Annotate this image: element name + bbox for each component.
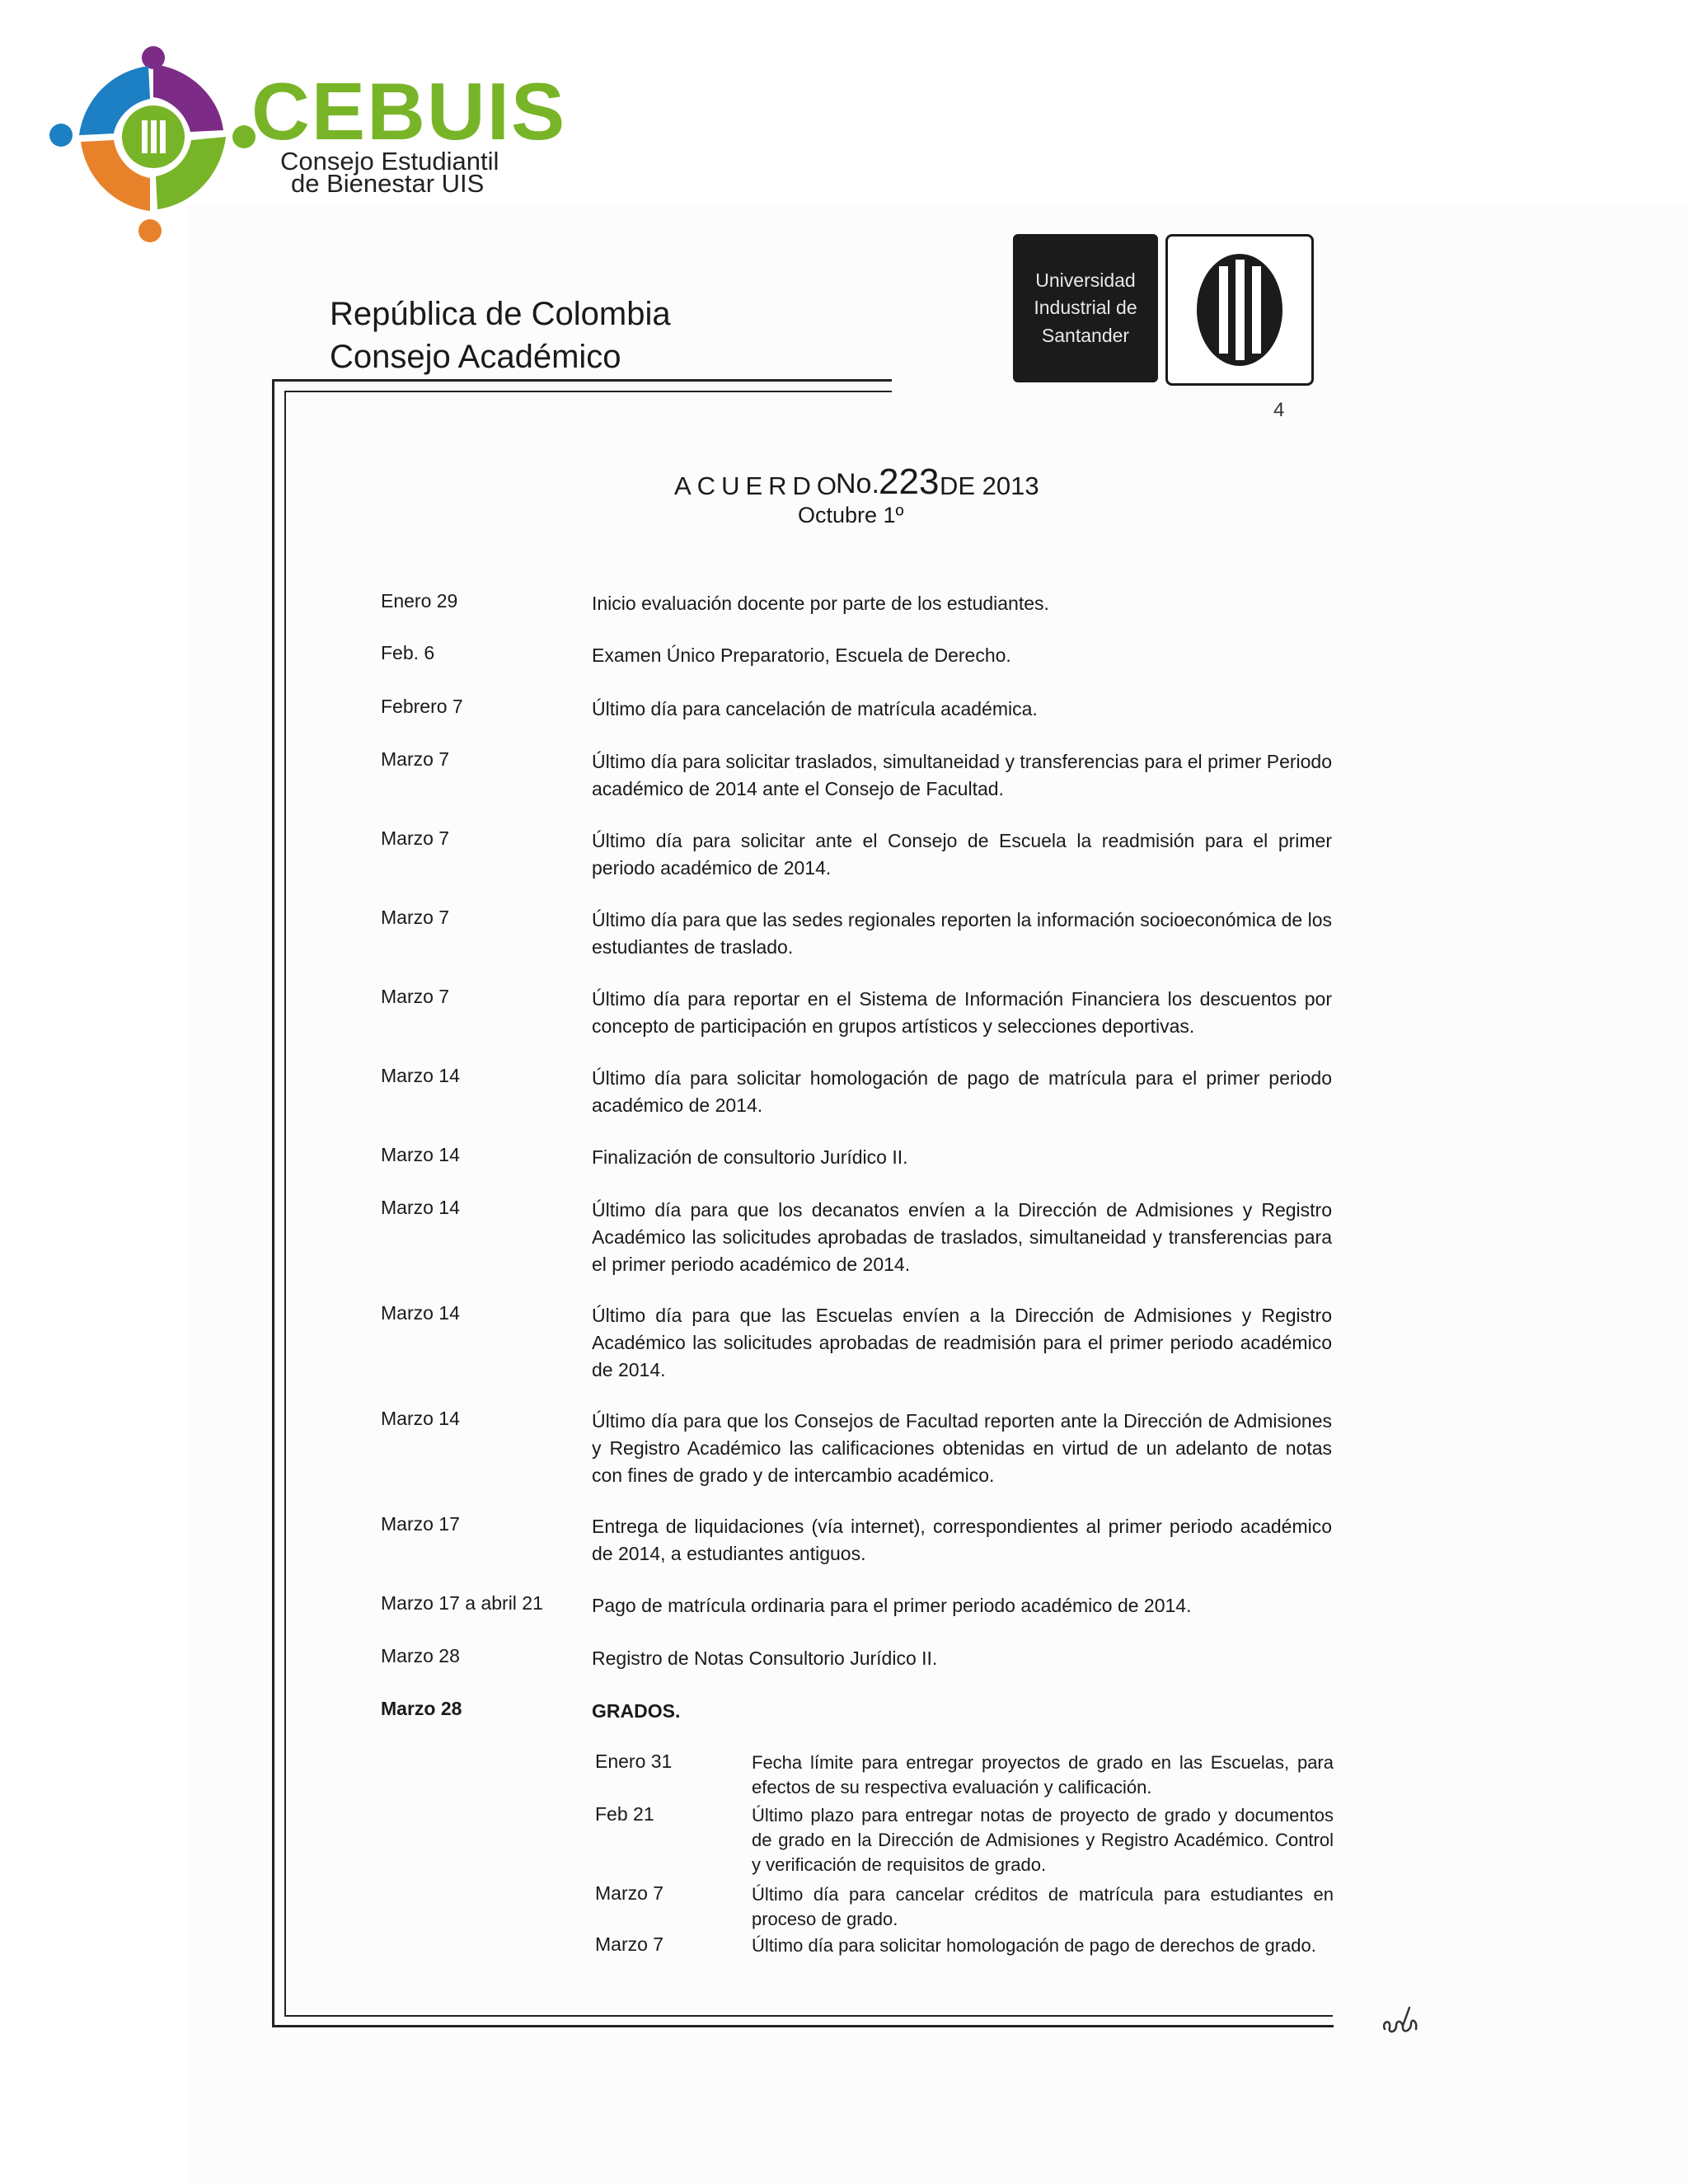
grados-date: Enero 31 <box>595 1750 673 1772</box>
grados-text: Fecha límite para entregar proyectos de grado en las Escuelas, para efectos de su respectiva evaluación y calificación. <box>752 1752 1334 1797</box>
page-number: 4 <box>1273 399 1285 421</box>
title-number: 223 <box>879 462 940 502</box>
logo-subtitle-line1: Consejo Estudiantil <box>280 147 499 176</box>
entry-date: Marzo 7 <box>381 986 450 1007</box>
entry-text: Inicio evaluación docente por parte de los estudiantes. <box>592 593 1049 614</box>
cebuis-logo-icon <box>46 40 260 246</box>
entry-text: Último día para solicitar homologación de pago de matrícula para el primer periodo académico de 2014. <box>592 1067 1332 1116</box>
entry-text: Último día para reportar en el Sistema de Información Financiera los descuentos por concepto de participación en grupos artísticos y selecciones deportivas. <box>592 988 1332 1037</box>
grados-text: Último día para cancelar créditos de matrícula para estudiantes en proceso de grado. <box>752 1884 1334 1929</box>
header-council: Consejo Académico <box>330 339 621 375</box>
entry-date: Marzo 7 <box>381 827 450 849</box>
frame-line <box>284 391 286 2016</box>
document-header <box>330 293 671 378</box>
entry-text: Último día para que las Escuelas envíen a la Dirección de Admisiones y Registro Académico las solicitudes aprobadas de readmisión para el primer periodo académico de 2014. <box>592 1305 1332 1380</box>
frame-line <box>272 379 274 2026</box>
entry-date: Marzo 28 <box>381 1698 462 1719</box>
title-acuerdo: ACUERDO <box>674 471 843 500</box>
frame-line <box>272 379 892 382</box>
university-line2: Industrial de <box>1034 297 1137 319</box>
entry-text: Último día para solicitar traslados, simultaneidad y transferencias para el primer Periodo académico de 2014 ante el Consejo de Facultad. <box>592 751 1332 799</box>
frame-line <box>284 2015 1333 2017</box>
frame-line <box>272 2025 1334 2027</box>
university-name-box <box>1013 234 1158 382</box>
entry-date: Marzo 17 <box>381 1513 460 1535</box>
entry-text: Último día para solicitar ante el Consejo de Escuela la readmisión para el primer periodo académico de 2014. <box>592 830 1332 879</box>
entry-text: Último día para que los Consejos de Facultad reporten ante la Dirección de Admisiones y Registro Académico las calificaciones obtenidas en virtud de un adelanto de notas con fines de grado y de intercambio académico. <box>592 1410 1332 1486</box>
handwritten-initials-icon <box>1378 1996 1428 2046</box>
cebuis-wordmark: CEBUIS <box>251 66 567 157</box>
university-line1: Universidad <box>1035 269 1136 291</box>
grados-date: Feb 21 <box>595 1803 654 1825</box>
uis-logo-box <box>1165 234 1314 386</box>
title-year: DE 2013 <box>940 471 1039 500</box>
entry-text: Último día para que los decanatos envíen a la Dirección de Admisiones y Registro Académico las solicitudes aprobadas de traslados, simultaneidad y transferencias para el primer periodo académico de 2014. <box>592 1199 1332 1275</box>
entry-date: Marzo 14 <box>381 1197 460 1218</box>
entry-date: Marzo 28 <box>381 1645 460 1666</box>
entry-text: Registro de Notas Consultorio Jurídico II. <box>592 1647 938 1669</box>
frame-line <box>284 391 892 392</box>
entry-date: Marzo 14 <box>381 1065 460 1086</box>
agreement-date: Octubre 1º <box>798 503 904 527</box>
title-no: No. <box>836 468 879 499</box>
entry-date: Marzo 14 <box>381 1302 460 1324</box>
uis-logo-icon <box>1168 237 1311 383</box>
entry-text: GRADOS. <box>592 1700 681 1722</box>
entry-date: Enero 29 <box>381 590 458 612</box>
header-republic: República de Colombia <box>330 296 671 332</box>
grados-date: Marzo 7 <box>595 1882 664 1904</box>
university-line3: Santander <box>1041 324 1130 346</box>
grados-text: Último día para solicitar homologación de pago de derechos de grado. <box>752 1935 1316 1956</box>
entry-date: Marzo 7 <box>381 907 450 928</box>
grados-date: Marzo 7 <box>595 1933 664 1955</box>
entry-text: Pago de matrícula ordinaria para el primer periodo académico de 2014. <box>592 1595 1192 1616</box>
entry-date: Febrero 7 <box>381 696 463 717</box>
entry-date: Feb. 6 <box>381 642 435 663</box>
entry-text: Finalización de consultorio Jurídico II. <box>592 1146 908 1168</box>
grados-text: Último plazo para entregar notas de proyecto de grado y documentos de grado en la Dirección de Admisiones y Registro Académico. Control y verificación de requisitos de grado. <box>752 1805 1334 1875</box>
entry-date: Marzo 7 <box>381 748 450 770</box>
logo-subtitle-line2: de Bienestar UIS <box>291 169 485 198</box>
entry-text: Entrega de liquidaciones (vía internet), correspondientes al primer periodo académico de 2014, a estudiantes antiguos. <box>592 1516 1332 1564</box>
entry-text: Último día para que las sedes regionales reporten la información socioeconómica de los estudiantes de traslado. <box>592 909 1332 958</box>
entry-date: Marzo 14 <box>381 1144 460 1165</box>
entry-text: Examen Único Preparatorio, Escuela de Derecho. <box>592 644 1011 666</box>
entry-date: Marzo 14 <box>381 1408 460 1429</box>
entry-date: Marzo 17 a abril 21 <box>381 1592 543 1614</box>
entry-text: Último día para cancelación de matrícula académica. <box>592 698 1038 719</box>
